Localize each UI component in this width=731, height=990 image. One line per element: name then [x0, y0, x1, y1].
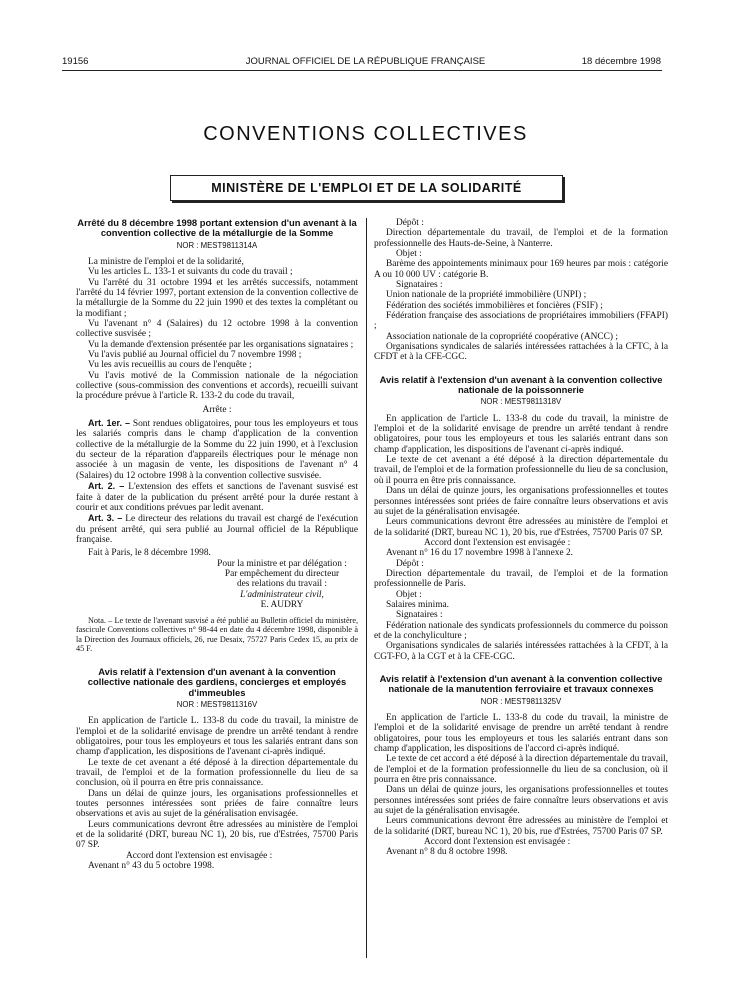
article-1-text: Sont rendues obligatoires, pour tous les employeurs et tous les salariés compris dans le champ d'application de la convention collective de la métallurgie de la Somme du 22 juin 1990, et à l'exclusion du secteur de la réparation d'appareils électriques pour le ménage non associée à un magasin de vente, les dispositions de l'avenant n° 4 (Salaires) du 12 octobre 1998 à la convention collective susvisée.	[76, 419, 359, 481]
visa-line: Vu l'arrêté du 31 octobre 1994 et les arrêtés successifs, notamment l'arrêté du 14 février 1997, portant extension de la convention collective de la métallurgie de la Somme du 22 juin 1990 et des textes la complétant ou la modifiant ;	[76, 277, 358, 319]
signataires-label: Signataires :	[396, 280, 443, 291]
signataire: Fédération française des associations de propriétaires immobiliers (FFAPI) ;	[374, 311, 668, 332]
paragraph: Leurs communications devront être adressées au ministère de l'emploi et de la solidarité (DRT, bureau NC 1), 20 bis, rue d'Estrées, 75700 Paris 07 SP.	[374, 816, 668, 837]
accord-label: Accord dont l'extension est envisagée :	[424, 537, 571, 548]
visa-line: Vu l'avis publié au Journal officiel du 7 novembre 1998 ;	[88, 350, 302, 361]
objet-label: Objet :	[396, 249, 422, 260]
visa-line: Vu l'avenant n° 4 (Salaires) du 12 octobre 1998 à la convention collective susvisée ;	[76, 319, 358, 340]
paragraph: En application de l'article L. 133-8 du code du travail, la ministre de l'emploi et de la solidarité envisage de prendre un arrêté tendant à rendre obligatoires, pour tous les employeurs et tous les salariés entrant dans son champ d'application, les dispositions de l'avenant ci-après indiqué.	[76, 716, 358, 758]
arrete-nor: NOR : MEST9811314A	[176, 240, 258, 250]
ministry-title: MINISTÈRE DE L'EMPLOI ET DE LA SOLIDARITÉ	[211, 181, 522, 195]
avis-gardiens-nor: NOR : MEST9811316V	[176, 699, 258, 709]
paragraph: Le texte de cet avenant a été déposé à la direction départementale du travail, de l'emploi et de la formation professionnelle du lieu de sa conclusion, où il pourra en être pris connaissance.	[374, 455, 668, 486]
arrete-title: Arrêté du 8 décembre 1998 portant extension d'un avenant à la convention collective de la métallurgie de la Somme	[77, 217, 357, 239]
avis-poissonnerie-nor: NOR : MEST9811318V	[480, 397, 562, 407]
avenant-line: Avenant n° 16 du 17 novembre 1998 à l'annexe 2.	[386, 548, 573, 559]
article-2-label: Art. 2. –	[88, 481, 125, 492]
visa-line: Vu l'avis motivé de la Commission nationale de la négociation collective (sous-commission des conventions et accords), recueilli suivant la procédure prévue à l'article R. 133-2 du code du travail,	[76, 370, 358, 402]
avis-manutention-nor: NOR : MEST9811325V	[480, 696, 562, 706]
paragraph: Leurs communications devront être adressées au ministère de l'emploi et de la solidarité (DRT, bureau NC 1), 20 bis, rue d'Estrées, 75700 Paris 07 SP.	[374, 517, 668, 538]
paragraph: Leurs communications devront être adressées au ministère de l'emploi et de la solidarité (DRT, bureau NC 1), 20 bis, rue d'Estrées, 75700 Paris 07 SP.	[76, 819, 358, 851]
header-rule	[62, 70, 662, 71]
avis-poissonnerie-title: Avis relatif à l'extension d'un avenant à la convention collective nationale de la poissonnerie	[379, 373, 663, 396]
paragraph: Dans un délai de quinze jours, les organisations professionnelles et toutes personnes intéressées sont priées de faire connaître leurs observations et avis au sujet de la généralisation envisagée.	[374, 486, 668, 517]
avis-gardiens-title: Avis relatif à l'extension d'un avenant à la convention collective nationale des gardiens, concierges et employés d'immeubles	[87, 666, 347, 698]
signature-block	[206, 559, 358, 611]
signature-line: L'administrateur civil,	[240, 589, 324, 600]
article-1-label: Art. 1er. –	[88, 418, 131, 429]
article-1	[76, 418, 358, 481]
fait-a-paris: Fait à Paris, le 8 décembre 1998.	[88, 548, 211, 559]
left-column	[76, 218, 358, 871]
signature-line: des relations du travail :	[236, 579, 328, 590]
paragraph: Dans un délai de quinze jours, les organisations professionnelles et toutes personnes intéressées sont priées de faire connaître leurs observations et avis au sujet de la généralisation envisagée.	[76, 788, 358, 820]
paragraph: Le texte de cet avenant a été déposé à la direction départementale du travail, de l'emploi et de la formation professionnelle du lieu de sa conclusion, où il pourra en être pris connaissance.	[76, 757, 358, 789]
signature-line: Pour la ministre et par délégation :	[217, 558, 347, 569]
accord-label: Accord dont l'extension est envisagée :	[424, 837, 571, 848]
signature-line: Par empêchement du directeur	[224, 568, 340, 579]
paragraph: En application de l'article L. 133-8 du code du travail, la ministre de l'emploi et de la solidarité envisage de prendre un arrêté tendant à rendre obligatoires, pour tous les employeurs et tous les salariés entrant dans son champ d'application, les dispositions de l'avenant ci-après indiqué.	[374, 413, 668, 455]
paragraph: Le texte de cet accord a été déposé à la direction départementale du travail, de l'emploi et de la formation professionnelle du lieu de sa conclusion, où il pourra en être pris connaissance.	[374, 754, 668, 785]
visa-line: La ministre de l'emploi et de la solidarité,	[88, 256, 244, 267]
visa-line: Vu les avis recueillis au cours de l'enquête ;	[88, 360, 252, 371]
signataires-label: Signataires :	[396, 610, 443, 621]
avenant-line: Avenant n° 43 du 5 octobre 1998.	[88, 861, 215, 872]
article-2	[76, 481, 358, 513]
objet-text: Barème des appointements minimaux pour 169 heures par mois : catégorie A ou 10 000 UV : catégorie B.	[374, 259, 668, 280]
signataire: Fédération nationale des syndicats professionnels du commerce du poisson et de la conchyliculture ;	[374, 620, 668, 641]
page-number: 19156	[62, 56, 89, 67]
depot-text: Direction départementale du travail, de l'emploi et de la formation professionnelle des Hauts-de-Seine, à Nanterre.	[374, 228, 668, 249]
avenant-line: Avenant n° 8 du 8 octobre 1998.	[386, 847, 508, 858]
signataire: Organisations syndicales de salariés intéressées rattachées à la CFDT, à la CGT-FO, à la CGT et à la CFE-CGC.	[374, 641, 668, 662]
visa-line: Vu les articles L. 133-1 et suivants du code du travail ;	[88, 267, 293, 278]
visa-line: Vu la demande d'extension présentée par les organisations signataires ;	[88, 339, 354, 350]
ministry-box	[170, 175, 563, 201]
article-3-text: Le directeur des relations du travail est chargé de l'exécution du présent arrêté, qui sera publié au Journal officiel de la République française.	[76, 514, 359, 545]
journal-title: JOURNAL OFFICIEL DE LA RÉPUBLIQUE FRANÇAISE	[245, 56, 486, 67]
paragraph: Dans un délai de quinze jours, les organisations professionnelles et toutes personnes intéressées sont priées de faire connaître leurs observations et avis au sujet de la généralisation envisagée.	[374, 785, 668, 817]
avis-manutention-title: Avis relatif à l'extension d'un avenant à la convention collective nationale de la manutention ferroviaire et travaux connexes	[379, 673, 663, 695]
right-column	[374, 218, 668, 858]
article-3	[76, 513, 358, 545]
signataire: Organisations syndicales de salariés intéressées rattachées à la CFTC, à la CFDT et à la CFE-CGC.	[374, 342, 668, 363]
objet-label: Objet :	[396, 589, 422, 600]
column-divider	[366, 218, 367, 958]
signataire: Fédération des sociétés immobilières et foncières (FSIF) ;	[386, 300, 603, 311]
depot-label: Dépôt :	[396, 218, 424, 228]
section-title: CONVENTIONS COLLECTIVES	[203, 123, 528, 145]
nota: Nota. – Le texte de l'avenant susvisé a été publié au Bulletin officiel du ministère, fascicule Conventions collectives n° 98-44 en date du 4 décembre 1998, disponible à la Direction des Journaux officiels, 26, rue Desaix, 75727 Paris Cedex 15, au prix de 45 F.	[76, 616, 358, 653]
signataire: Association nationale de la copropriété coopérative (ANCC) ;	[386, 331, 618, 342]
arrete-word: Arrête :	[202, 404, 232, 415]
issue-date: 18 décembre 1998	[581, 56, 661, 67]
depot-label: Dépôt :	[396, 558, 424, 569]
article-3-label: Art. 3. –	[88, 513, 123, 524]
objet-text: Salaires minima.	[386, 599, 450, 610]
paragraph: En application de l'article L. 133-8 du code du travail, la ministre de l'emploi et de la solidarité envisage de prendre un arrêté tendant à rendre obligatoires, pour tous les employeurs et tous les salariés entrant dans son champ d'application, les dispositions de l'accord ci-après indiqué.	[374, 712, 668, 754]
signatory-name: E. AUDRY	[260, 599, 304, 610]
accord-label: Accord dont l'extension est envisagée :	[126, 850, 273, 861]
depot-text: Direction départementale du travail, de l'emploi et de la formation professionnelle de Paris.	[374, 568, 668, 590]
running-header	[0, 56, 731, 70]
signataire: Union nationale de la propriété immobilière (UNPI) ;	[386, 290, 587, 301]
article-2-text: L'extension des effets et sanctions de l'avenant susvisé est faite à dater de la publication du présent arrêté pour la durée restant à courir et aux conditions prévues par ledit avenant.	[76, 482, 359, 513]
